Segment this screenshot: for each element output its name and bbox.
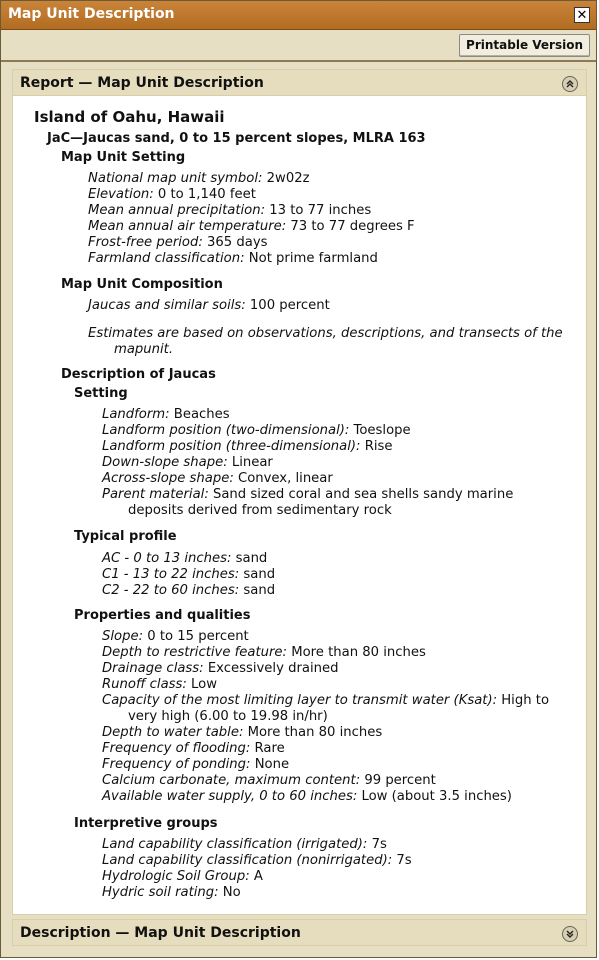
composition-heading: Map Unit Composition: [61, 277, 223, 292]
property-item: Frequency of flooding: Rare: [102, 741, 285, 756]
interpretive-item: Land capability classification (irrigated): 7s: [102, 837, 387, 852]
close-icon: ✕: [576, 7, 588, 23]
expand-description-button[interactable]: [562, 926, 578, 942]
setting-heading: Map Unit Setting: [61, 150, 186, 165]
report-panel-body: [12, 96, 587, 915]
setting-item: Mean annual air temperature: 73 to 77 degrees F: [88, 219, 415, 234]
chevron-up-icon: [565, 79, 575, 89]
description-panel-title: Description — Map Unit Description: [20, 925, 301, 941]
toolbar: [1, 30, 596, 62]
setting-item: Frost-free period: 365 days: [88, 235, 268, 250]
property-item: Slope: 0 to 15 percent: [102, 629, 249, 644]
close-button[interactable]: [574, 7, 590, 23]
interpretive-heading: Interpretive groups: [74, 816, 218, 831]
map-unit-title: JaC—Jaucas sand, 0 to 15 percent slopes, MLRA 163: [47, 131, 426, 146]
setting-item: Elevation: 0 to 1,140 feet: [88, 187, 256, 202]
window-title: Map Unit Description: [8, 6, 175, 22]
description-heading: Description of Jaucas: [61, 367, 216, 382]
setting-item: Mean annual precipitation: 13 to 77 inches: [88, 203, 372, 218]
chevron-down-icon: [565, 929, 575, 939]
composition-note: Estimates are based on observations, descriptions, and transects of the: [88, 326, 563, 341]
typical-profile-heading: Typical profile: [74, 529, 177, 544]
description-setting-item: Parent material: Sand sized coral and sea shells sandy marine: [102, 487, 514, 502]
property-item: Depth to water table: More than 80 inches: [102, 725, 383, 740]
description-panel-header[interactable]: [12, 919, 587, 946]
report-panel-title: Report — Map Unit Description: [20, 75, 264, 91]
profile-item: C2 - 22 to 60 inches: sand: [102, 583, 276, 598]
title-bar[interactable]: [1, 1, 596, 30]
properties-heading: Properties and qualities: [74, 608, 251, 623]
interpretive-item: Hydrologic Soil Group: A: [102, 869, 263, 884]
property-item: Runoff class: Low: [102, 677, 218, 692]
setting-item: Farmland classification: Not prime farmland: [88, 251, 378, 266]
description-setting-item: Landform position (two-dimensional): Toeslope: [102, 423, 411, 438]
description-setting-item: Landform: Beaches: [102, 407, 230, 422]
report-panel-header[interactable]: [12, 69, 587, 96]
property-item: Frequency of ponding: None: [102, 757, 290, 772]
content-area: [12, 69, 587, 949]
area-title: Island of Oahu, Hawaii: [34, 108, 225, 126]
interpretive-item: Hydric soil rating: No: [102, 885, 241, 900]
property-item: Available water supply, 0 to 60 inches: Low (about 3.5 inches): [102, 789, 512, 804]
profile-item: AC - 0 to 13 inches: sand: [102, 551, 268, 566]
composition-item: Jaucas and similar soils: 100 percent: [88, 298, 330, 313]
property-item: Calcium carbonate, maximum content: 99 percent: [102, 773, 436, 788]
interpretive-item: Land capability classification (nonirrigated): 7s: [102, 853, 412, 868]
setting-item: National map unit symbol: 2w02z: [88, 171, 310, 186]
property-item: Depth to restrictive feature: More than 80 inches: [102, 645, 426, 660]
ksat-cont: very high (6.00 to 19.98 in/hr): [128, 709, 328, 724]
description-setting-item: Landform position (three-dimensional): Rise: [102, 439, 393, 454]
description-setting-item: Down-slope shape: Linear: [102, 455, 273, 470]
property-item: Capacity of the most limiting layer to transmit water (Ksat): High to: [102, 693, 550, 708]
setting-subheading: Setting: [74, 386, 128, 401]
collapse-report-button[interactable]: [562, 76, 578, 92]
composition-note-cont: mapunit.: [114, 342, 174, 357]
description-setting-item: Across-slope shape: Convex, linear: [102, 471, 333, 486]
parent-material-cont: deposits derived from sedimentary rock: [128, 503, 392, 518]
profile-item: C1 - 13 to 22 inches: sand: [102, 567, 276, 582]
property-item: Drainage class: Excessively drained: [102, 661, 339, 676]
printable-version-button[interactable]: Printable Version: [459, 34, 590, 57]
